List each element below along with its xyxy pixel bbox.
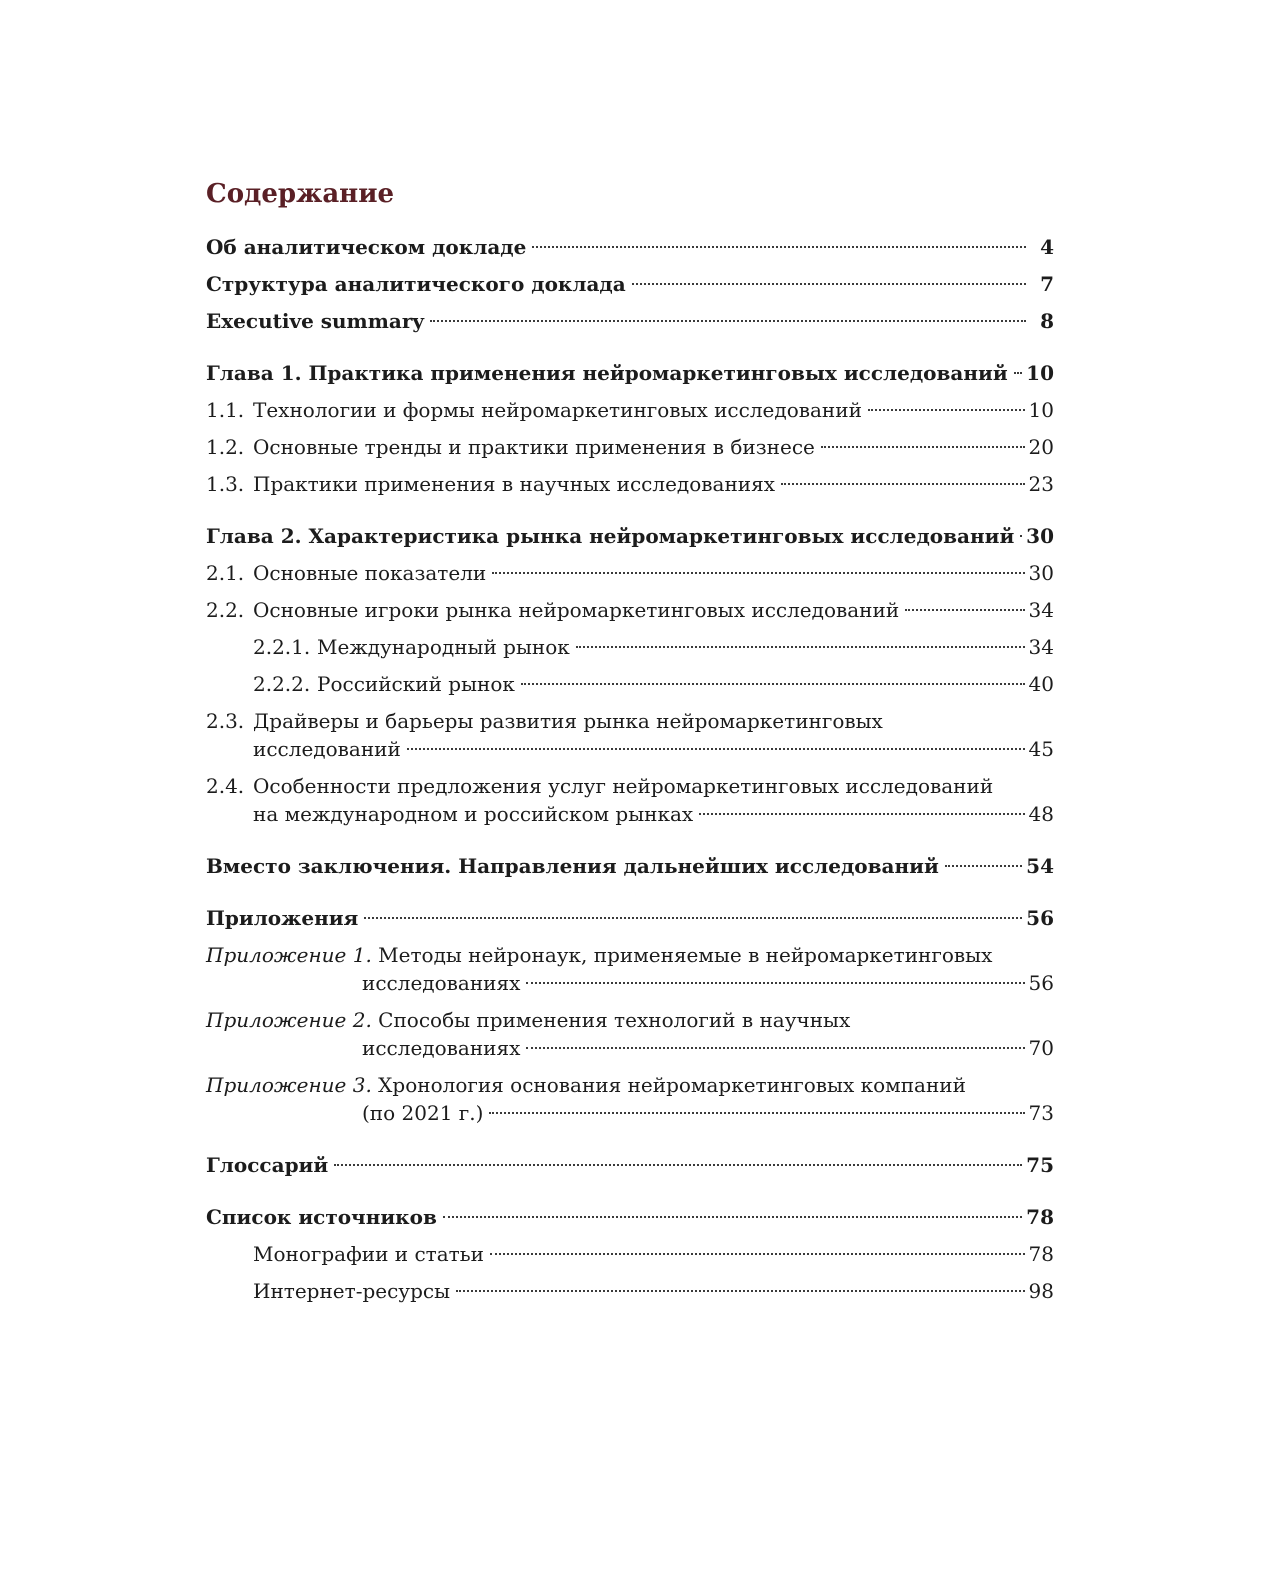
toc-page-number: 70 [1028,1036,1054,1060]
toc-page-number: 78 [1028,1242,1054,1266]
toc-page-number: 30 [1026,524,1054,548]
toc-page-number: 98 [1028,1279,1054,1303]
toc-leader-dots [945,865,1022,867]
toc-page-number: 10 [1028,398,1054,422]
toc-leader-dots [526,982,1024,984]
toc-entry-label: Международный рынок [317,635,570,659]
toc-page-number: 10 [1026,361,1054,385]
toc-leader-dots [905,609,1024,611]
toc-entry-label-line2: (по 2021 г.) [362,1101,484,1125]
toc-entry-chapter-1[interactable] [206,355,1054,392]
toc-entry-label: Основные игроки рынка нейромаркетинговых исследований [253,598,900,622]
toc-entry-label: Технологии и формы нейромаркетинговых исследований [253,398,862,422]
toc-leader-dots [490,1253,1025,1255]
toc-leader-dots [407,748,1025,750]
toc-entry-report-structure[interactable] [206,266,1054,303]
toc-page-number: 56 [1026,906,1054,930]
toc-entry-section-2-3[interactable] [206,703,1054,768]
toc-page-number: 75 [1026,1153,1054,1177]
toc-section-number: 2.1. [206,561,245,585]
toc-entry-label-line1: Драйверы и барьеры развития рынка нейромаркетинговых [253,709,883,733]
toc-entry-appendix-3[interactable] [206,1067,1054,1132]
toc-entry-label: Глоссарий [206,1153,329,1177]
toc-leader-dots [334,1164,1022,1166]
toc-page-number: 34 [1028,598,1054,622]
toc-entry-about-report[interactable] [206,229,1054,266]
toc-entry-label: Список источников [206,1205,437,1229]
toc-leader-dots [781,483,1025,485]
toc-page-number: 8 [1040,309,1054,333]
toc-entry-label: Структура аналитического доклада [206,272,626,296]
toc-entry-section-2-2-1[interactable] [206,629,1054,666]
toc-appendix-prefix: Приложение 3. [206,1073,372,1097]
toc-entry-sources[interactable] [206,1199,1054,1236]
toc-entry-glossary[interactable] [206,1147,1054,1184]
toc-page-number: 30 [1028,561,1054,585]
toc-entry-appendices[interactable] [206,900,1054,937]
toc-leader-dots [1020,535,1022,537]
toc-page-number: 78 [1026,1205,1054,1229]
toc-entry-label-line2: исследованиях [362,1036,521,1060]
toc-section-number: 2.3. [206,709,245,733]
toc-entry-monographs[interactable] [206,1236,1054,1273]
toc-page-number: 73 [1028,1101,1054,1125]
toc-leader-dots [521,683,1025,685]
toc-entry-section-2-4[interactable] [206,768,1054,833]
toc-entry-label-line1: Способы применения технологий в научных [378,1008,851,1032]
page-title: Содержание [206,179,395,209]
toc-appendix-prefix: Приложение 2. [206,1008,372,1032]
toc-leader-dots [532,246,1026,248]
toc-entry-label-line2: исследованиях [362,971,521,995]
toc-leader-dots [1014,372,1022,374]
toc-leader-dots [699,813,1024,815]
toc-entry-internet-resources[interactable] [206,1273,1054,1310]
toc-entry-section-1-2[interactable] [206,429,1054,466]
toc-page-number: 54 [1026,854,1054,878]
toc-entry-section-2-1[interactable] [206,555,1054,592]
toc-entry-label-line2: на международном и российском рынках [253,802,694,826]
toc-page-number: 20 [1028,435,1054,459]
toc-leader-dots [443,1216,1022,1218]
toc-section-number: 1.1. [206,398,245,422]
toc-entry-chapter-2[interactable] [206,518,1054,555]
toc-leader-dots [868,409,1025,411]
toc-leader-dots [364,917,1022,919]
toc-entry-label-line1: Особенности предложения услуг нейромаркетинговых исследований [253,774,994,798]
toc-page-number: 56 [1028,971,1054,995]
toc-page-number: 34 [1028,635,1054,659]
table-of-contents [206,229,1054,1310]
toc-entry-label: Об аналитическом докладе [206,235,527,259]
toc-appendix-prefix: Приложение 1. [206,943,372,967]
toc-entry-label-line1: Хронология основания нейромаркетинговых компаний [378,1073,966,1097]
toc-leader-dots [526,1047,1024,1049]
toc-leader-dots [489,1112,1024,1114]
toc-entry-label: Основные показатели [253,561,487,585]
toc-entry-label: Приложения [206,906,359,930]
toc-leader-dots [430,320,1026,322]
toc-page-number: 45 [1028,737,1054,761]
toc-section-number: 2.2.1. [253,635,311,659]
toc-leader-dots [632,283,1026,285]
toc-entry-appendix-1[interactable] [206,937,1054,1002]
toc-leader-dots [492,572,1024,574]
toc-leader-dots [821,446,1025,448]
toc-section-number: 2.2.2. [253,672,311,696]
toc-entry-label: Монографии и статьи [253,1242,484,1266]
toc-section-number: 2.4. [206,774,245,798]
toc-section-number: 1.3. [206,472,245,496]
toc-page-number: 23 [1028,472,1054,496]
toc-entry-label-line1: Методы нейронаук, применяемые в нейромаркетинговых [378,943,993,967]
toc-entry-section-1-3[interactable] [206,466,1054,503]
toc-page-number: 40 [1028,672,1054,696]
toc-entry-label: Глава 1. Практика применения нейромаркетинговых исследований [206,361,1008,385]
toc-page-number: 48 [1028,802,1054,826]
toc-entry-label: Основные тренды и практики применения в бизнесе [253,435,815,459]
toc-entry-label: Вместо заключения. Направления дальнейших исследований [206,854,939,878]
toc-page-number: 4 [1040,235,1054,259]
toc-entry-appendix-2[interactable] [206,1002,1054,1067]
toc-entry-label: Российский рынок [317,672,515,696]
toc-entry-label-line2: исследований [253,737,401,761]
toc-leader-dots [576,646,1025,648]
toc-page-number: 7 [1040,272,1054,296]
toc-entry-label: Глава 2. Характеристика рынка нейромаркетинговых исследований [206,524,1015,548]
toc-section-number: 1.2. [206,435,245,459]
toc-entry-section-2-2[interactable] [206,592,1054,629]
toc-entry-executive-summary[interactable] [206,303,1054,340]
toc-entry-label: Интернет-ресурсы [253,1279,450,1303]
toc-entry-section-1-1[interactable] [206,392,1054,429]
toc-entry-conclusion[interactable] [206,848,1054,885]
toc-leader-dots [456,1290,1025,1292]
toc-entry-label: Практики применения в научных исследованиях [253,472,776,496]
toc-entry-section-2-2-2[interactable] [206,666,1054,703]
toc-entry-label: Executive summary [206,309,424,333]
toc-section-number: 2.2. [206,598,245,622]
